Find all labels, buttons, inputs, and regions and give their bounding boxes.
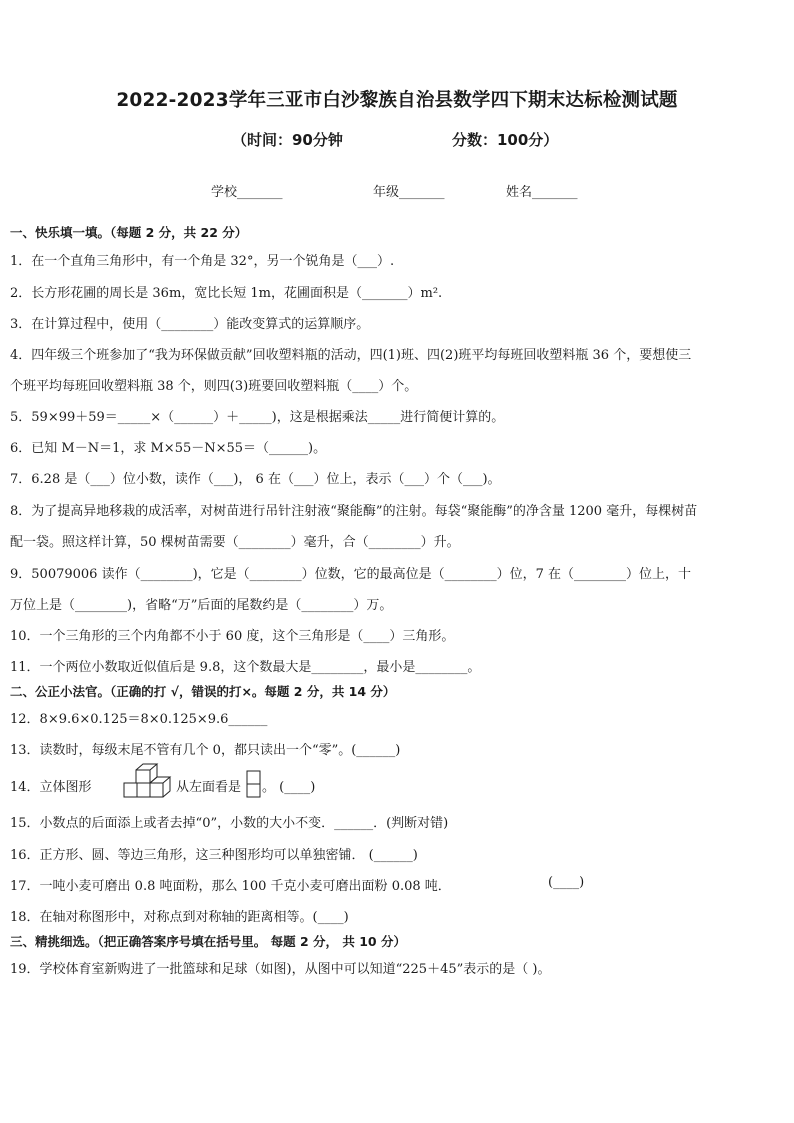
question-1: 1．在一个直角三角形中，有一个角是 32°，另一个锐角是（___）.: [10, 254, 395, 269]
question-2: 2．长方形花圃的周长是 36m，宽比长短 1m，花圃面积是（_______）m².: [10, 286, 443, 301]
question-17: 17．一吨小麦可磨出 0.8 吨面粉，那么 100 千克小麦可磨出面粉 0.08 吨．: [10, 879, 451, 894]
question-7: 7．6.28 是（___）位小数，读作（___)， 6 在（___）位上，表示（___）个（___)。: [10, 472, 501, 487]
exam-score: 分数：100分）: [452, 131, 559, 149]
exam-time: （时间：90分钟: [232, 131, 343, 149]
question-3: 3．在计算过程中，使用（________）能改变算式的运算顺序。: [10, 317, 370, 332]
question-9-line-1: 9．50079006 读作（________)，它是（________）位数，它的最高位是（________）位，7 在（________）位上，十: [10, 567, 692, 582]
question-17-answer: (____): [548, 875, 585, 890]
question-12: 12．8×9.6×0.125＝8×0.125×9.6______: [10, 712, 268, 727]
section-title-true-false: 二、公正小法官。（正确的打 √，错误的打×。每题 2 分，共 14 分）: [10, 684, 396, 699]
question-4-line-1: 4．四年级三个班参加了“我为环保做贡献”回收塑料瓶的活动，四(1)班、四(2)班平均每班回收塑料瓶 36 个，要想使三: [10, 348, 692, 363]
grade-field: 年级_______: [373, 185, 445, 200]
section-title-fill-blank: 一、快乐填一填。（每题 2 分，共 22 分）: [10, 225, 248, 240]
question-19: 19．学校体育室新购进了一批篮球和足球（如图)，从图中可以知道“225＋45”表示的是（ )。: [10, 962, 551, 977]
name-field: 姓名_______: [506, 185, 578, 200]
question-14-answer: 。 (____): [262, 780, 316, 795]
question-5: 5．59×99＋59＝_____×（______）＋_____)，这是根据乘法_____进行简便计算的。: [10, 410, 505, 425]
left-view-figure: [246, 770, 262, 798]
question-6: 6．已知 M－N＝1，求 M×55－N×55＝（______)。: [10, 441, 327, 456]
question-9-line-2: 万位上是（________)，省略“万”后面的尾数约是（________）万。: [10, 598, 393, 613]
question-18: 18．在轴对称图形中，对称点到对称轴的距离相等。(____): [10, 910, 349, 925]
page-title: 2022-2023学年三亚市白沙黎族自治县数学四下期末达标检测试题: [116, 90, 678, 111]
question-10: 10．一个三角形的三个内角都不小于 60 度，这个三角形是（____）三角形。: [10, 629, 455, 644]
section-title-multiple-choice: 三、精挑细选。（把正确答案序号填在括号里。 每题 2 分， 共 10 分）: [10, 934, 406, 949]
question-11: 11．一个两位小数取近似值后是 9.8，这个数最大是________，最小是________。: [10, 660, 481, 675]
question-8-line-2: 配一袋。照这样计算，50 棵树苗需要（________）毫升，合（________）升。: [10, 535, 460, 550]
cube-solid-figure: [122, 763, 174, 801]
question-4-line-2: 个班平均每班回收塑料瓶 38 个，则四(3)班要回收塑料瓶（____）个。: [10, 379, 418, 394]
question-15: 15．小数点的后面添上或者去掉“0”，小数的大小不变．______．(判断对错): [10, 816, 449, 831]
question-8-line-1: 8．为了提高异地移栽的成活率，对树苗进行吊针注射液“聚能酶”的注射。每袋“聚能酶”的净含量 1200 毫升，每棵树苗: [10, 504, 698, 519]
school-field: 学校_______: [211, 185, 283, 200]
question-14-view-label: 从左面看是: [176, 780, 242, 795]
question-14-label: 14．立体图形: [10, 780, 92, 795]
question-13: 13．读数时，每级末尾不管有几个 0，都只读出一个“零”。(______): [10, 743, 401, 758]
question-16: 16．正方形、圆、等边三角形，这三种图形均可以单独密铺． (______): [10, 848, 418, 863]
